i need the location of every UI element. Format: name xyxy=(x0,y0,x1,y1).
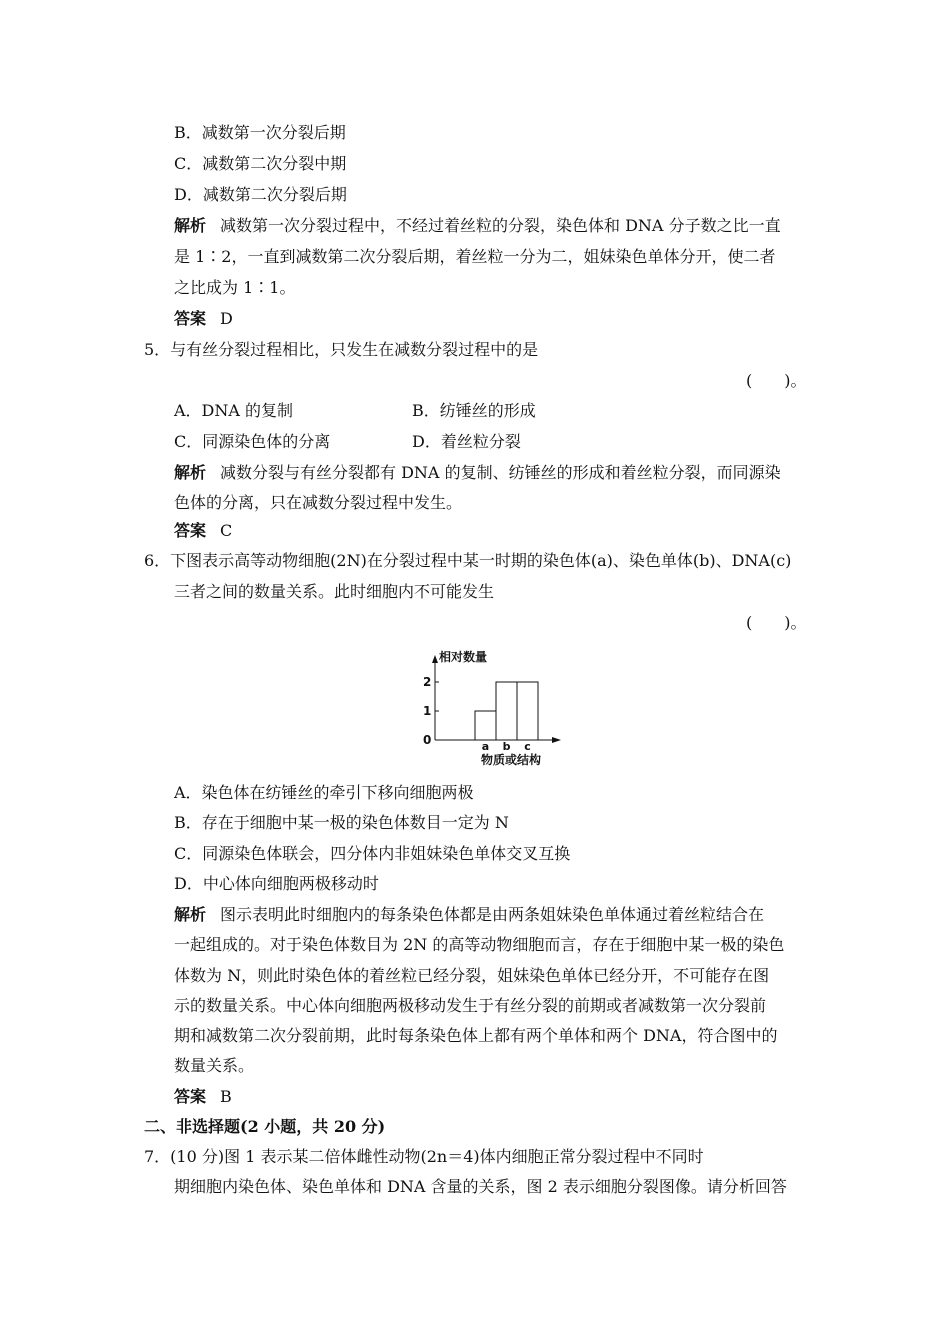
q6-analysis-line-6: 数量关系。 xyxy=(174,1056,255,1075)
q4-analysis-text-1: 减数第一次分裂过程中，不经过着丝粒的分裂，染色体和 DNA 分子数之比一直 xyxy=(220,216,781,235)
q5-stem: 5．与有丝分裂过程相比，只发生在减数分裂过程中的是 xyxy=(144,340,539,359)
q5-answer-value: C xyxy=(220,521,233,540)
q5-option-a: A．DNA 的复制 xyxy=(174,401,294,420)
q4-analysis-line-3: 之比成为 1∶1。 xyxy=(174,278,296,297)
q6-analysis-line-2: 一起组成的。对于染色体数目为 2N 的高等动物细胞而言，存在于细胞中某一极的染色 xyxy=(174,935,785,954)
q6-analysis-text-1: 图示表明此时细胞内的每条染色体都是由两条姐妹染色单体通过着丝粒结合在 xyxy=(220,905,765,924)
q6-option-a: A．染色体在纺锤丝的牵引下移向细胞两极 xyxy=(174,783,474,802)
q5-option-d: D．着丝粒分裂 xyxy=(412,432,521,451)
q5-analysis-label: 解析 xyxy=(174,463,207,482)
q4-answer-label: 答案 xyxy=(174,309,207,328)
y-tick-label-0: 0 xyxy=(423,733,432,747)
q7-stem-line-2: 期细胞内染色体、染色单体和 DNA 含量的关系，图 2 表示细胞分裂图像。请分析回答 xyxy=(174,1177,787,1196)
q6-option-b: B．存在于细胞中某一极的染色体数目一定为 N xyxy=(174,813,509,832)
x-tick-label-b: b xyxy=(502,740,511,753)
q4-answer-line xyxy=(174,308,233,330)
q5-answer-bracket: ( )。 xyxy=(746,371,807,390)
q5-analysis-line-2: 色体的分离，只在减数分裂过程中发生。 xyxy=(174,493,463,512)
q4-option-c: C．减数第二次分裂中期 xyxy=(174,154,347,173)
y-tick-label-1: 1 xyxy=(423,704,432,718)
bar-c xyxy=(517,682,538,740)
q4-analysis-line-2: 是 1∶2，一直到减数第二次分裂后期，着丝粒一分为二，姐妹染色单体分开，使二者 xyxy=(174,247,776,266)
q6-answer-line xyxy=(174,1086,232,1108)
q6-bar-chart xyxy=(405,640,575,775)
q6-answer-label: 答案 xyxy=(174,1087,207,1106)
q5-answer-line xyxy=(174,520,232,542)
q4-option-d: D．减数第二次分裂后期 xyxy=(174,185,347,204)
q6-analysis-label: 解析 xyxy=(174,905,207,924)
q6-analysis-line-5: 期和减数第二次分裂前期，此时每条染色体上都有两个单体和两个 DNA，符合图中的 xyxy=(174,1026,778,1045)
section-2-title: 二、非选择题(2 小题，共 20 分) xyxy=(144,1117,386,1136)
q4-answer-value: D xyxy=(220,309,233,328)
q6-option-c: C．同源染色体联会，四分体内非姐妹染色单体交叉互换 xyxy=(174,844,571,863)
q5-answer-label: 答案 xyxy=(174,521,207,540)
x-axis-arrow xyxy=(552,737,561,743)
y-tick-label-2: 2 xyxy=(423,675,432,689)
q6-answer-bracket: ( )。 xyxy=(746,613,807,632)
x-tick-label-c: c xyxy=(524,740,531,753)
q6-stem-line-1: 6．下图表示高等动物细胞(2N)在分裂过程中某一时期的染色体(a)、染色单体(b)、DNA(c) xyxy=(144,551,792,570)
q6-stem-line-2: 三者之间的数量关系。此时细胞内不可能发生 xyxy=(174,582,495,601)
q5-option-b: B．纺锤丝的形成 xyxy=(412,401,536,420)
q6-answer-value: B xyxy=(220,1087,232,1106)
q5-option-c: C．同源染色体的分离 xyxy=(174,432,331,451)
q5-analysis-text-1: 减数分裂与有丝分裂都有 DNA 的复制、纺锤丝的形成和着丝粒分裂，而同源染 xyxy=(220,463,781,482)
q6-analysis-line-1 xyxy=(174,904,764,926)
q4-analysis-label: 解析 xyxy=(174,216,207,235)
x-tick-label-a: a xyxy=(481,740,490,753)
q6-analysis-line-3: 体数为 N，则此时染色体的着丝粒已经分裂，姐妹染色单体已经分开，不可能存在图 xyxy=(174,966,770,985)
y-axis-arrow xyxy=(432,655,438,663)
q4-analysis-line-1 xyxy=(174,215,781,237)
q7-stem-line-1: 7．(10 分)图 1 表示某二倍体雌性动物(2n＝4)体内细胞正常分裂过程中不同时 xyxy=(144,1147,704,1166)
bar-b xyxy=(496,682,517,740)
q5-analysis-line-1 xyxy=(174,462,781,484)
bar-a xyxy=(475,711,496,740)
q6-option-d: D．中心体向细胞两极移动时 xyxy=(174,874,379,893)
chart-title: 相对数量 xyxy=(439,650,488,664)
q6-analysis-line-4: 示的数量关系。中心体向细胞两极移动发生于有丝分裂的前期或者减数第一次分裂前 xyxy=(174,996,767,1015)
chart-xlabel: 物质或结构 xyxy=(481,753,542,767)
q4-option-b: B．减数第一次分裂后期 xyxy=(174,123,346,142)
